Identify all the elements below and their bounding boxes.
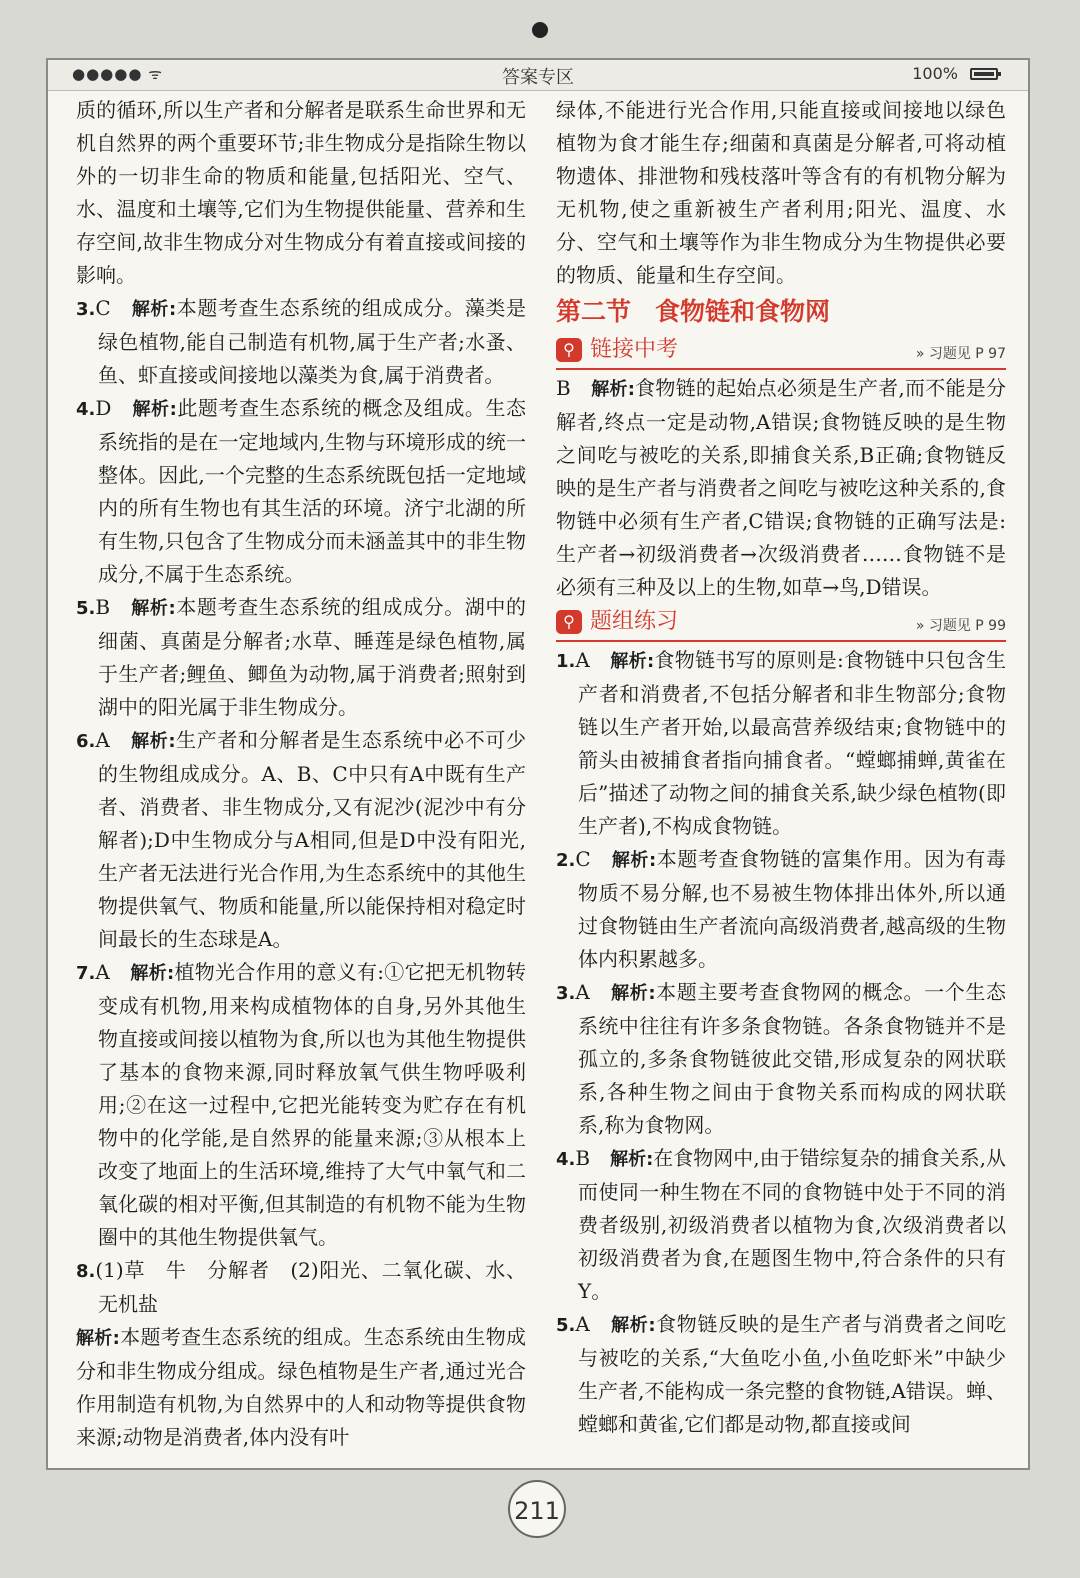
answer-item: 1.A 解析:食物链书写的原则是:食物链中只包含生产者和消费者,不包括分解者和非生物部分;食物链以生产者开始,以最高营养级结束;食物链中的箭头由被捕食者指向捕食者。“螳螂捕蝉,黄雀在后”描述了动物之间的捕食关系,缺少绿色植物(即生产者),不构成食物链。 <box>556 648 1006 838</box>
right-column <box>556 94 1006 1441</box>
section-title: 第二节 食物链和食物网 <box>556 297 831 326</box>
answer-item: 3.A 解析:本题主要考查食物网的概念。一个生态系统中往往有许多条食物链。各条食物链并不是孤立的,多条食物链彼此交错,形成复杂的网状联系,各种生物之间由于食物关系而构成的网状联系,称为食物网。 <box>556 980 1007 1137</box>
subsection-title: 题组练习 <box>590 609 679 634</box>
camera-dot <box>532 22 548 38</box>
answer-item: 6.A 解析:生产者和分解者是生态系统中必不可少的生物组成成分。A、B、C中只有A中既有生产者、消费者、非生物成分,又有泥沙(泥沙中有分解者);D中生物成分与A相同,但是D中没有阳光,生产者无法进行光合作用,为生态系统中的其他生物提供氧气、物质和能量,所以能保持相对稳定时间最长的生态球是A。 <box>76 728 527 951</box>
exercise-reference: » 习题见 P 99 <box>915 618 1006 634</box>
exercise-reference: » 习题见 P 97 <box>915 346 1006 362</box>
search-icon: ⚲ <box>556 338 582 362</box>
paragraph: B 解析:食物链的起始点必须是生产者,而不能是分解者,终点一定是动物,A错误;食物链反映的是生物之间吃与被吃的关系,即捕食关系,B正确;食物链反映的是生产者与消费者之间吃与被吃这种关系的,食物链中必须有生产者,C错误;食物链的正确写法是:生产者→初级消费者→次级消费者……食物链不是必须有三种及以上的生物,如草→鸟,D错误。 <box>556 376 1007 599</box>
paragraph: 质的循环,所以生产者和分解者是联系生命世界和无机自然界的两个重要环节;非生物成分是指除生物以外的一切非生命的物质和能量,包括阳光、空气、水、温度和土壤等,它们为生物提供能量、营养和生存空间,故非生物成分对生物成分有着直接或间接的影响。 <box>76 98 526 287</box>
answer-item: 2.C 解析:本题考查食物链的富集作用。因为有毒物质不易分解,也不易被生物体排出体外,所以通过食物链由生产者流向高级消费者,越高级的生物体内积累越多。 <box>556 847 1007 971</box>
subsection-practice <box>556 606 1006 642</box>
left-column <box>76 94 526 1454</box>
page-number: 211 <box>508 1480 566 1538</box>
status-bar <box>48 60 1028 91</box>
answer-item: 4.B 解析:在食物网中,由于错综复杂的捕食关系,从而使同一种生物在不同的食物链中处于不同的消费者级别,初级消费者以植物为食,次级消费者以初级消费者为食,在题图生物中,符合条件的只有Y。 <box>556 1146 1006 1303</box>
battery-icon <box>970 68 998 80</box>
subsection-title: 链接中考 <box>590 337 679 362</box>
answer-item: 5.B 解析:本题考查生态系统的组成成分。湖中的细菌、真菌是分解者;水草、睡莲是绿色植物,属于生产者;鲤鱼、鲫鱼为动物,属于消费者;照射到湖中的阳光属于非生物成分。 <box>76 595 527 719</box>
battery-percent: 100% <box>912 64 958 83</box>
answer-item: 5.A 解析:食物链反映的是生产者与消费者之间吃与被吃的关系,“大鱼吃小鱼,小鱼吃虾米”中缺少生产者,不能构成一条完整的食物链,A错误。蝉、螳螂和黄雀,它们都是动物,都直接或间 <box>556 1312 1007 1436</box>
answer-item: 8.(1)草 牛 分解者 (2)阳光、二氧化碳、水、无机盐 <box>76 1258 526 1316</box>
answer-item: 4.D 解析:此题考查生态系统的概念及组成。生态系统指的是在一定地域内,生物与环境形成的统一整体。因此,一个完整的生态系统既包括一定地域内的所有生物也有其生活的环境。济宁北湖的所有生物,只包含了生物成分而未涵盖其中的非生物成分,不属于生态系统。 <box>76 396 527 586</box>
paragraph: 绿体,不能进行光合作用,只能直接或间接地以绿色植物为食才能生存;细菌和真菌是分解者,可将动植物遗体、排泄物和残枝落叶等含有的有机物分解为无机物,使之重新被生产者利用;阳光、温度、水分、空气和土壤等作为非生物成分为生物提供必要的物质、能量和生存空间。 <box>556 98 1006 287</box>
answer-item: 7.A 解析:植物光合作用的意义有:①它把无机物转变成有机物,用来构成植物体的自身,另外其他生物直接或间接以植物为食,所以也为其他生物提供了基本的食物来源,同时释放氧气供生物呼吸利用;②在这一过程中,它把光能转变为贮存在有机物中的化学能,是自然界的能量来源;③从根本上改变了地面上的生活环境,维持了大气中氧气和二氧化碳的相对平衡,但其制造的有机物不能为生物圈中的其他生物提供氧气。 <box>76 960 526 1249</box>
status-bar-title: 答案专区 <box>502 67 574 88</box>
subsection-link-exam <box>556 334 1006 370</box>
tablet-screen <box>46 58 1030 1470</box>
answer-item: 3.C 解析:本题考查生态系统的组成成分。藻类是绿色植物,能自己制造有机物,属于生产者;水蚤、鱼、虾直接或间接地以藻类为食,属于消费者。 <box>76 296 527 387</box>
signal-icon: ●●●●● ᯤ <box>72 65 163 83</box>
paragraph: 解析:本题考查生态系统的组成。生态系统由生物成分和非生物成分组成。绿色植物是生产者,通过光合作用制造有机物,为自然界中的人和动物等提供食物来源;动物是消费者,体内没有叶 <box>76 1325 527 1449</box>
search-icon: ⚲ <box>556 610 582 634</box>
